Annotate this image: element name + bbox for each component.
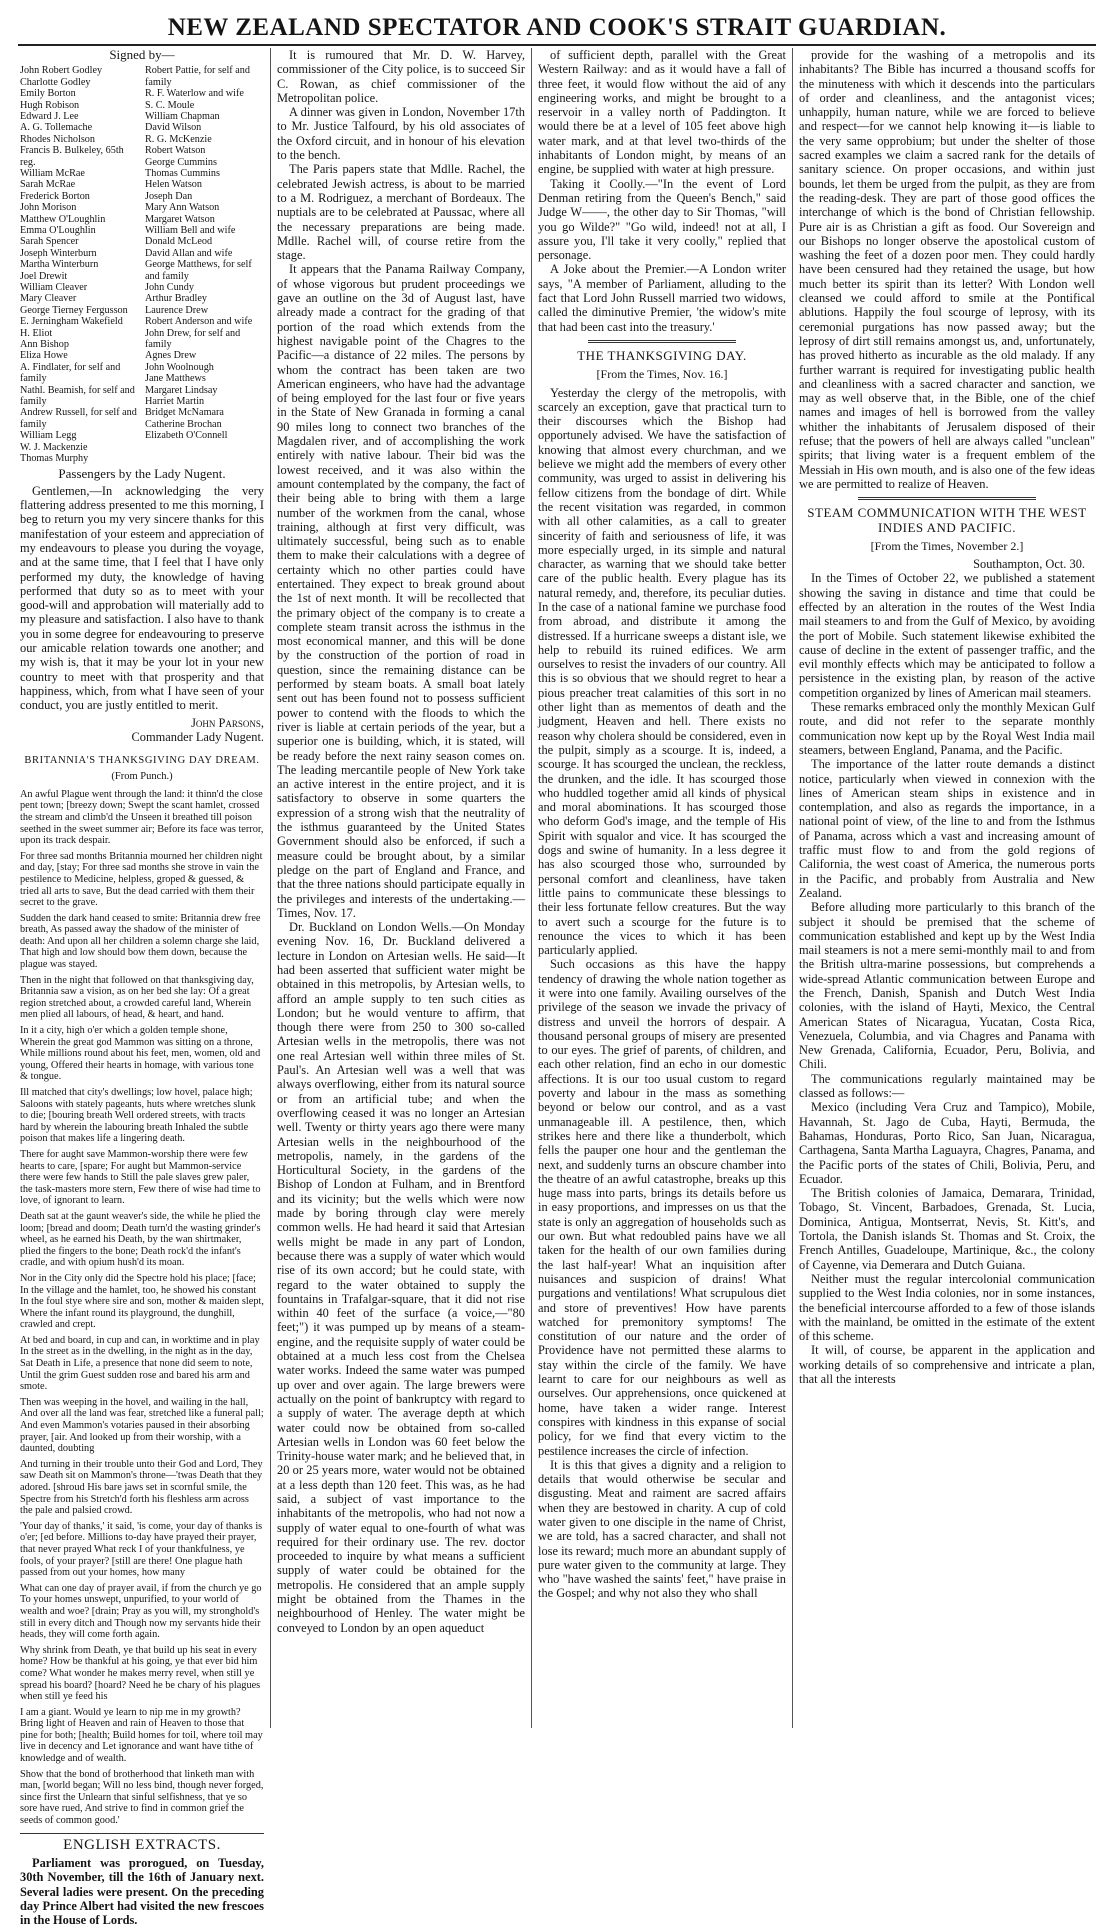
article-paragraph: Neither must the regular intercolonial communication supplied to the West India colonies, nor in some instances, the beneficial intercourse afforded to a few of those islands with the mainland, be omitted in the estimate of the extent of this scheme. [799,1271,1095,1344]
article-paragraph: It is rumoured that Mr. D. W. Harvey, commissioner of the City police, is to succeed Sir C. Rowan, as chief commissioner of the Metropolitan police. [277,48,525,105]
signatory-name: William McRae [20,167,85,179]
article-paragraph: Before alluding more particularly to this branch of the subject it should be premised that the scheme of communication established and kept up by the West India mail steamers is not a mere semi-monthly mail to and from the British ultra-marine possessions, but comprehends a wide-spread Atlantic communication between Europe and the French, Danish, Spanish and Dutch West India colonies, with the island of Hayti, Mexico, the Central American States of Nicaragua, Yucatan, Costa Rica, Venezuela, Columbia, and via Chagres and Panama with New Grenada, California, Ecuador, Peru, Bolivia, and Chili. [799,900,1095,1072]
poem-stanza: Sudden the dark hand ceased to smite: Britannia drew free breath, As passed away the shadow of the minister of death: And upon all her children a solemn charge she laid, That high and low should bow them down, because the plague was stayed. [20,912,261,971]
signatory-name: A. G. Tollemache [20,122,93,134]
signatory-name: George Matthews, for self and family [145,259,252,282]
signatory-name: Robert Pattie, for self and family [145,65,250,88]
column-2 [277,48,525,1728]
signatory-name: William Bell and wife [145,224,236,236]
signatory-name: John Robert Godley [20,65,103,77]
poem-stanza: And turning in their trouble unto their God and Lord, They saw Death sit on Mammon's throne—'twas Death that they adored. [shroud His bare jaws set in scornful smile, the Spectre from his Stretch'd forth his fleshless arm across the pale and palsied crowd. [20,1458,263,1517]
signatory-name: Martha Winterburn [20,259,99,271]
signatories [20,65,264,464]
column-4 [799,48,1095,1728]
reply-signature-title: Commander Lady Nugent. [131,729,264,744]
signatory-name: Emma O'Loughlin [20,224,96,236]
signed-heading: Signed by— [109,47,175,62]
steam-heading: STEAM COMMUNICATION WITH THE WEST INDIES AND PACIFIC. [807,505,1087,535]
poem-stanza: For three sad months Britannia mourned her children night and day, [stay; For three sad months she strove in vain the pestilence to Medicine, helpless, groped & guessed, & tried all arts to save, But the dead carried with them their secret to the grave. [20,850,263,909]
poem-stanza: In it a city, high o'er which a golden temple shone, Wherein the great god Mammon was sitting on a throne, While millions round about his feet, men, women, old and young, Offered their hearts in homage, with various tone & tongue. [20,1025,261,1083]
article-paragraph: A Joke about the Premier.—A London writer says, "A member of Parliament, alluding to the fact that Lord John Russell married two widows, called the diminutive Premier, 'the widow's mite that had been cast into the treasury.' [538,262,786,334]
signatory-name: George Cummins [145,156,217,168]
signatory-name: Catherine Brochan [145,418,222,430]
signatory-name: John Woolnough [145,361,214,373]
signatory-name: E. Jerningham Wakefield [20,316,123,328]
signatories-left [20,65,139,464]
poem-stanza: Then in the night that followed on that thanksgiving day, Britannia saw a vision, as on her bed she lay: Of a great region stretched about, a crowded careful land, Wherein men plied all labours, of head, & heart, and hand. [20,974,254,1021]
signatory-name: A. Findlater, for self and family [20,361,121,385]
poem-stanza: I am a giant. Would ye learn to nip me in my growth? Bring light of Heaven and rain of Heaven to those that pine for both; [health; Build homes for toil, where toil may live in decency and Let ignorance and want have tithe of knowledge and of wealth. [20,1706,263,1765]
column-1 [20,47,264,1927]
signatory-name: Matthew O'Loughlin [20,213,106,225]
signatory-name: R. F. Waterlow and wife [145,88,244,100]
signatory-name: John Drew, for self and family [145,327,241,351]
signatory-name: Bridget McNamara [145,407,224,419]
signatory-name: John Cundy [145,282,194,294]
signatory-name: Harriet Martin [145,396,205,408]
signatory-name: William Cleaver [20,282,88,294]
signatory-name: Eliza Howe [20,350,68,362]
thanksgiving-body [538,386,786,1601]
article-paragraph: It will, of course, be apparent in the application and working details of so comprehensive and intricate a plan, that all the interests [799,1343,1095,1387]
article-paragraph: Dr. Buckland on London Wells.—On Monday evening Nov. 16, Dr. Buckland delivered a lecture in London on Artesian wells. He said—It had been asserted that sufficient water might be obtained in this metropolis, by Artesian wells, to afford an ample supply to ten such cities as London; but he would venture to affirm, that though there were from 250 to 300 so-called Artesian wells in the metropolis, there was not one real Artesian well within three miles of St. Paul's. An Artesian well was a well that was always overflowing, either from its natural source or from an artificial tube; and when the overflowing ceased it was no longer an Artesian well. Twenty or thirty years ago there were many Artesian wells in the neighbourhood of the metropolis, namely, in the gardens of the Horticultural Society, in the gardens of the Bishop of London at Fulham, and in Brentford and its vicinity; but the wells which were now made by boring through clay were merely common wells. He had heard it said that Artesian wells might be made in any part of London, because there was a supply of water which would rise of its own accord; but he could state, with regard to the water obtained to supply the fountains in Trafalgar-square, that it did not rise within 40 feet of the surface (a voice,—"80 feet;") it was pumped up by means of a steam-engine, and the requisite supply of water could be obtained at a much less cost from the Chelsea water works. Indeed the same water was pumped up over and over again. The large brewers were actually on the point of bankruptcy with regard to a supply of water. The average depth at which water could now be obtained from so-called Artesian wells in London was 60 feet below the Trinity-house water mark; and he believed that, in 20 or 25 years more, water would not be obtained at a less depth than 120 feet. This was, as he had said, a subject of vast importance to the inhabitants of the metropolis, who had not now a supply of water equal to one-fourth of what was required for their ordinary use. The rev. doctor proceeded to inquire by what means a sufficient supply of water could be obtained for the metropolis. He considered that an ample supply might be obtained from the Thames in the neighbourhood of Henley. The water might be conveyed to London by an open aqueduct [277,920,525,1635]
signatory-name: Sarah Spencer [20,236,79,248]
section-divider [858,497,1036,500]
signatory-name: David Wilson [145,122,202,134]
signatory-name: Andrew Russell, for self and family [20,407,137,430]
column-separator [531,48,532,1728]
signatory-name: Ann Bishop [20,339,69,351]
signatory-name: William Legg [20,430,77,442]
signatory-name: David Allan and wife [145,247,233,259]
article-paragraph: Such occasions as this have the happy tendency of drawing the whole nation together as it were into one family. Availing ourselves of the privilege of the season we invade the privacy of distress and unveil the horrors of despair. A thousand personal groups of misery are presented to our eyes. The grief of parents, of children, and each other relation, find an echo in our domestic affections. It is our too usual custom to regard poverty and labour in the mass as something beyond or below our control, and as a vast unmanageable ill. A pestilence, then, which strikes here and there like a thunderbolt, which fells the pauper one hour and the gentleman the next, and suddenly turns an obscure chamber into the theatre of an awful catastrophe, breaks up this huge mass into parts, brings its details before us in easy proportions, and impresses on us that the state is only an aggregation of households such as our own. But what redoubled pains have we all taken for the health of our own families during the last half-year! What an inquisition after nuisances and suspicion of drains! What purgations and ventilations! What scrupulous diet and store of preventives! How have parents watched for premonitory symptoms! The constitution of our nature and the order of Providence have not permitted these alarms to stay within the circle of the family. We have learnt to care for our neighbours as well as ourselves. Our apprehensions, once quickened at home, have taken a wider range. Interest conspires with kindness in this expanse of social policy, for we find that every victim to the pestilence increases the circle of infection. [538,957,786,1458]
poem-stanza: Then was weeping in the hovel, and wailing in the hall, And over all the land was fear, stretched like a funeral pall; And even Mammon's votaries paused in their absorbing prayer, [air. And looked up from their worship, with a daunted, doubting [20,1396,264,1455]
article-paragraph: It is this that gives a dignity and a religion to details that would otherwise be secular and disgusting. Meat and raiment are sacred affairs when they are bestowed in charity. A cup of cold water given to one disciple in the name of Christ, we are told, has a sacred character, and shall not lose its reward; much more an abundant supply of pure water given to the community at large. They who "have washed the saints' feet," have praise in the Gospel; and why not also they who shall [538,1457,786,1601]
reply-text: Gentlemen,—In acknowledging the very flattering address presented to me this morning, I beg to return you my very sincere thanks for this manifestation of your esteem and appreciation of my endeavours to please you during the voyage, and at the same time, that I feel that I have only performed my duty, the knowledge of having performed that duty so as to meet with your good-will and approbation will materially add to my pleasure and satisfaction. I also have to thank you in some degree for endeavouring to preserve our amicable relation towards one another; and my wish is, that it may be your lot in your new country to meet with that prosperity and that happiness, which, from what I have seen of your conduct, you are justly entitled to merit. [20,483,264,713]
signatory-name: Joseph Dan [145,190,193,202]
article-paragraph: Yesterday the clergy of the metropolis, with scarcely an exception, gave that practical turn to their discourses which the Bishop had opportunely advised. We have the satisfaction of knowing that almost every churchman, and we believe we might add the members of every other community, was urged to assist in delivering his fellow citizens from the bondage of dirt. While the recent visitation was regarded, in common with all other calamities, as a call to greater sincerity of faith and seriousness of life, it was more especially urged, in its simple and natural character, as warning that we should take better care of the public health. Every plague has its natural remedy, and, therefore, its peculiar duties. In the case of a national famine we purchase food from abroad, and distribute it among the distressed. If a hurricane sweeps a distant isle, we help to rebuild its ruined edifices. We arm ourselves to resist the invaders of our country. All this is so obvious that we should regret to hear a pious preacher treat calamities of this sort in no other light than as mementos of death and the judgment, Heaven and hell. There exists no reason why cholera should be considered, even in the pulpit, simply as a scourge. It is, indeed, a scourge. It has scourged the unclean, the reckless, the drunken, and the idle. It has scourged those who huddled together amid all kinds of physical and moral abominations. It has scourged those who deform God's image, and the temple of His Spirit with squalor and vice. It has scourged the dogs and swine of humanity. In a less degree it has also scourged those who, surrounded by personal comfort and cleanliness, have taken little pains to communicate these blessings to their less fortunate fellow creatures. But the way to avert such a scourge for the future is to renounce the vices to which it has been particularly applied. [538,385,786,958]
washing-article: provide for the washing of a metropolis and its inhabitants? The Bible has incurred a thousand scoffs for the minuteness with which it descends into the particulars of order and cleanliness, and the antagonist vices; unhappily, human nature, while we are forced to believe and respect—for we cannot help knowing it—is liable to the very same opprobium; but under the shelter of those sacred examples we claim a sacred rank for the details of sanitary science. On proper occasions, and within just bounds, let them be urged from the pulpit, as they are from the reading-desk. They are part of those good offices the interchange of which is the bond of Christian fellowship. Pure air is as Christian a gift as food. Our Sovereign and our Bishops no longer observe the apostolical custom of washing the feet of a dozen poor men. They could hardly have been censured had they retained the usage, but how much better its spirit than its letter? With London well cleansed we could afford to smile at the Pontifical ablutions. Happily the foul scourge of leprosy, with its ceremonial purgations has now passed away; but the leprosy of dirt still remains amongst us, and, unfortunately, has proved hitherto as incurable as the old malady. If any further warrant is required for investigating public health and cleanliness with a sacred character and sanction, we may as well observe that, in the Bible, one of the chief names and images of hell is borrowed from the valley whither the inhabitants of Jerusalem disposed of their refuse; that the powers of hell are always called "unclean" spirits; that living water is a frequent emblem of the Messiah in His own mouth, and is also one of the few ideas we are permitted to realize of Heaven. [799,48,1095,491]
poem-stanza: 'Your day of thanks,' it said, 'is come, your day of thanks is o'er; [ed before. Millions to-day have prayed their prayer, that never prayed What reck I of your thankfulness, ye fools, of your prayer? [still are there! One plague hath passed from out your homes, how many [20,1520,263,1579]
signatory-name: H. Eliot [20,327,53,339]
poem-stanza: Death sat at the gaunt weaver's side, the while he plied the loom; [bread and doom; Death turn'd the wasting grinder's wheel, as he earned his Death, by the wan shirtmaker, plied the fingers to the bone; Death rock'd the infant's cradle, and with opium hush'd its moan. [20,1210,261,1269]
extracts-heading: ENGLISH EXTRACTS. [20,1833,264,1852]
poem-body [20,789,264,1827]
signatory-name: Rhodes Nicholson [20,133,95,145]
signatory-name: Sarah McRae [20,179,76,191]
column-separator [792,48,793,1728]
signatory-name: Mary Cleaver [20,293,77,305]
section-divider [588,340,737,343]
signatory-name: Joel Drewit [20,270,68,282]
article-paragraph: A dinner was given in London, November 17th to Mr. Justice Talfourd, by his old associates of the Oxford circuit, and in honour of his elevation to the bench. [277,105,525,163]
signatory-name: Robert Watson [145,145,206,157]
signatory-name: Nathl. Beamish, for self and family [20,384,135,408]
poem-source: (From Punch.) [111,771,173,783]
thanksgiving-heading: THE THANKSGIVING DAY. [577,347,747,363]
poem-stanza: Why shrink from Death, ye that build up his seat in every home? How be thankful at his going, ye that ever bid him come? What wonder he makes merry revel, when still ye spread his board? [hoard? Need he be chary of his plagues when still ye feed his [20,1644,261,1703]
masthead-rule [18,44,1096,46]
article-paragraph: Mexico (including Vera Cruz and Tampico), Mobile, Havannah, St. Jago de Cuba, Hayti, Bermuda, the Bahamas, Honduras, Porto Rico, San Juan, Nicaragua, Carthagena, Santa Martha Laguayra, Chagres, Panama, and the Pacific ports of the states of Chili, Bolivia, Peru, and Ecuador. [799,1100,1095,1186]
article-paragraph: These remarks embraced only the monthly Mexican Gulf route, and did not refer to the separate monthly communication now kept up by the Royal West India mail steamers, between England, Panama, and the Pacific. [799,700,1095,757]
thanksgiving-source: [From the Times, Nov. 16.] [596,367,728,382]
signatory-name: Thomas Murphy [20,453,89,465]
signatory-name: Thomas Cummins [145,167,220,179]
signatory-name: Agnes Drew [145,350,197,362]
poem-title: BRITANNIA'S THANKSGIVING DAY DREAM. [24,755,260,767]
reply-signature-name: John Parsons, [191,715,264,730]
signatory-name: Mary Ann Watson [145,202,220,214]
poem-stanza: Show that the bond of brotherhood that linketh man with man, [world began; Will no less bind, though never forged, since first the Unlearn that sinful selfishness, that ye so sore have rued, And strive to find in common grief the seeds of common good.' [20,1768,264,1827]
article-paragraph: Taking it Coolly.—"In the event of Lord Denman retiring from the Queen's Bench," said Judge W——, the other day to Sir Thomas, "will you go Wilde?" "Go wild, indeed! not at all, I assure you, I'll take it very coolly," replied that personage. [538,176,786,263]
signatory-name: Edward J. Lee [20,110,79,122]
signatory-name: Arthur Bradley [145,293,207,305]
signatory-name: Frederick Borton [20,190,90,202]
poem-stanza: There for aught save Mammon-worship there were few hearts to care, [spare; For aught but Mammon-service there were few hands to Still the pale slaves grew paler, the task-masters more stern, Few there of wise had time to love, of ignorant to learn. [20,1148,261,1207]
signatory-name: W. J. Mackenzie [20,441,88,453]
article-paragraph: The British colonies of Jamaica, Demarara, Trinidad, Tobago, St. Vincent, Barbadoes, Grenada, St. Lucia, Dominica, Antigua, Montserrat, Nevis, St. Kitt's, and Tortola, the Danish islands St. Thomas and St. Croix, the French Antilles, Guadeloupe, Martinique, &c., the colony of Cayenne, via Demerara and Dutch Guiana. [799,1186,1095,1272]
article-paragraph: The importance of the latter route demands a distinct notice, particularly when viewed in connexion with the lines of American steam ships in existence and in contemplation, and also as regards the importance, in a national point of view, of the line to and from the Isthmus of Panama, across which a vast and increasing amount of traffic must flow to and from the gold regions of California, the west coast of America, the numerous ports in the Pacific, and probably from Australia and New Zealand. [799,757,1095,900]
masthead-title: NEW ZEALAND SPECTATOR AND COOK'S STRAIT GUARDIAN. [167,14,947,41]
column-3 [538,48,786,1728]
signatory-name: Elizabeth O'Connell [145,430,228,442]
signatory-name: Jane Matthews [145,373,206,385]
column-3-top-articles [538,48,786,334]
article-paragraph: It appears that the Panama Railway Company, of whose vigorous but prudent proceedings we gave an outline on the 3d of August last, have already made a contract for the grading of that portion of the road which extends from the highest navigable point of the Chagres to the Pacific—a distance of 22 miles. The persons by whom the contract has been taken are two American engineers, who have had the advantage of being employed for the last four or five years in the State of New Granada in forming a canal 90 miles long to connect two branches of the Magdalen river, and of accomplishing the work entirely with native labour. Their bid was the lowest received, and it was also within the amount contemplated by the company, the fact of their being able to bring with them a large number of the workmen from the canal, whose training, although at first very difficult, was ultimately successful, being such as to enable them to make their calculations with a degree of certainty which no other parties could have entertained. They expect to break ground about the 1st of next month. It will be recollected that the primary object of the company is to create a complete steam transit across the isthmus in the most economical manner, and this will be done by the construction of the portion of road in question, since the remaining distance can be performed by steam boats. A small boat lately sent out has been found not to possess sufficient power to contend with the floods to which the river is liable at certain periods of the year, but a superior one is building, which, it is stated, will be ready before the next rainy season comes on. The leading mercantile people of New York take an active interest in the entire project, and it is satisfactory to observe in some quarters the expression of a strong wish that the neutrality of the isthmus guaranteed by the United States Government should also be enforced, if such a measure could be brought about, by a similar pledge on the part of England and France, and that the three nations should participate equally in the privileges and interests of the undertaking.—Times, Nov. 17. [277,262,525,920]
signatory-name: John Morison [20,202,77,214]
extracts-lead: Parliament was prorogued, on Tuesday, 30th November, till the 16th of January next. Several ladies were present. On the preceding day Prince Albert had visited the new frescoes in the House of Lords. [20,1855,264,1927]
column-separator [270,48,271,1728]
steam-body [799,571,1095,1386]
signatories-right [139,65,264,464]
article-paragraph: The communications regularly maintained may be classed as follows:— [799,1071,1095,1101]
signatory-name: Donald McLeod [145,236,213,248]
signatory-name: Charlotte Godley [20,76,91,88]
steam-dateline: Southampton, Oct. 30. [973,557,1085,572]
signatory-name: Laurence Drew [145,304,209,316]
poem-stanza: At bed and board, in cup and can, in worktime and in play In the street as in the dwelling, in the night as in the day, Sat Death in Life, a presence that none did seem to note, Until the grim Guest sudden rose and bared his arm and smote. [20,1334,260,1393]
article-paragraph: In the Times of October 22, we published a statement showing the saving in distance and time that could be effected by an alteration in the routes of the West India mail steamers to and from the Gulf of Mexico, by avoiding the port of Mobile. Such statement likewise exhibited the cause of decline in the extent of passenger traffic, and the evil monthly effects which may be anticipated to follow a persistence in the existing plan, by reason of the active competition organized by lines of American mail steamers. [799,571,1095,700]
signatory-name: William Chapman [145,110,220,122]
article-paragraph: The Paris papers state that Mdlle. Rachel, the celebrated Jewish actress, is about to be married to a M. Rodriguez, a merchant of Bordeaux. The nuptials are to be celebrated at Paussac, where all the necessary preparations are being made. Mdlle. Rachel will, of course retire from the stage. [277,162,525,263]
poem-stanza: Nor in the City only did the Spectre hold his place; [face; In the village and the hamlet, too, he showed his constant In the foul stye where sire and son, mother & maiden slept, Where the infant round its playground, the dunghill, crawled and crept. [20,1272,264,1331]
signatory-name: George Tierney Fergusson [20,304,128,316]
signatory-name: Helen Watson [145,179,202,191]
signatory-name: Robert Anderson and wife [145,316,253,328]
signatory-name: Francis B. Bulkeley, 65th reg. [20,145,124,168]
signatory-name: Hugh Robison [20,99,80,111]
signatory-name: Joseph Winterburn [20,247,97,259]
poem-stanza: What can one day of prayer avail, if from the church ye go To your homes unswept, unpurified, to your world of wealth and woe? [drain; Pray as you will, my stronghold's still in every ditch and Though now my servants hide their heads, they will come forth again. [20,1582,262,1641]
signatory-name: S. C. Moule [145,99,195,111]
signatory-name: Emily Borton [20,88,76,100]
steam-source: [From the Times, November 2.] [870,538,1024,553]
article-paragraph: of sufficient depth, parallel with the Great Western Railway: and as it would have a fall of three feet, it would flow without the aid of any engineering works, and might be brought to a reservoir in a valley north of Paddington. It would there be at a level of 105 feet above high water mark, and at that level two-thirds of the inhabitants of London might, by means of an engine, be supplied with water at high pressure. [538,48,786,177]
passengers-line: Passengers by the Lady Nugent. [58,465,226,481]
signatory-name: R. G. McKenzie [145,133,212,145]
signatory-name: Margaret Lindsay [145,384,218,396]
signatory-name: Margaret Watson [145,213,215,225]
poem-stanza: An awful Plague went through the land: it thinn'd the close pent town; [breezy down; Swept the scant hamlet, crossed the stream and climb'd the Unseen it breathed till poison seethed in the sweet summer air; Before its face was terror, upon its track despair. [20,788,264,847]
poem-stanza: Ill matched that city's dwellings; low hovel, palace high; Saloons with stately pageants, huts where wretches slunk to die; [bouring breath Well ordered streets, with tracts hard by wherein the labouring breath Inhaled the subtle poison that makes life a lingering death. [20,1087,256,1145]
